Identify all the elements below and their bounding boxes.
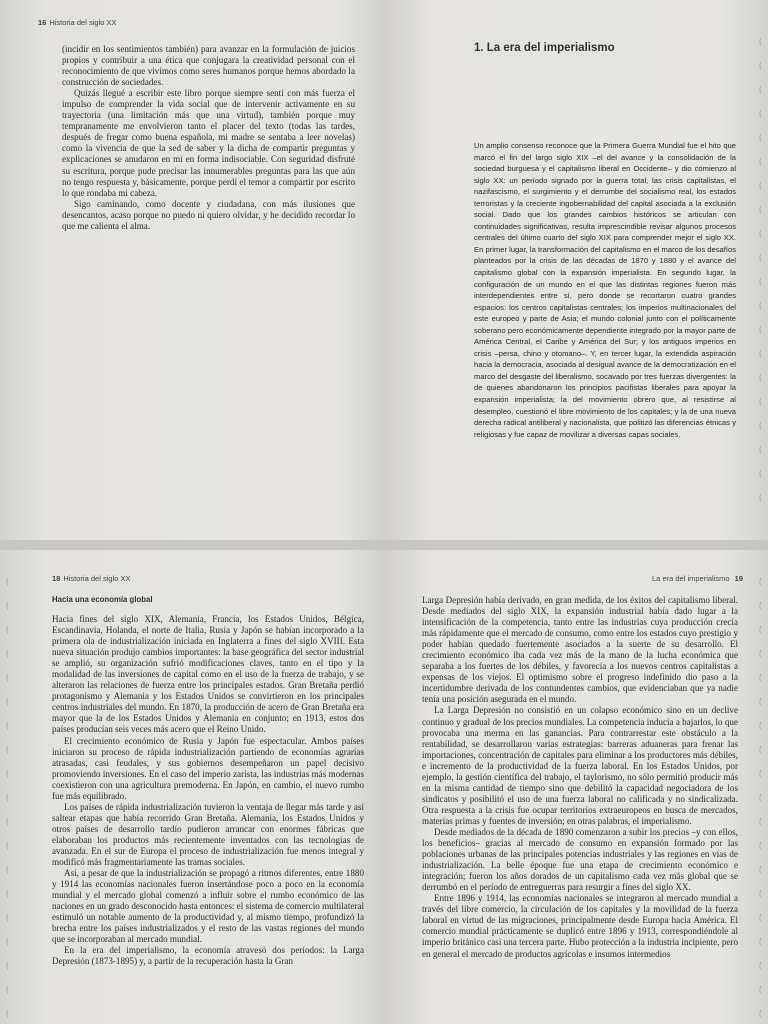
page-number: 16 — [38, 18, 47, 27]
paragraph: Hacia fines del siglo XIX, Alemania, Francia, los Estados Unidos, Bélgica, Escandinavia, Holanda, el norte de Italia, Rusia y Japón se habían incorporado a la primera ola de industrialización iniciada en Inglaterra a fines del siglo XVIII. Esta nueva situación produjo cambios importantes: la base geográfica del sector industrial se amplió, su organización sufrió modificaciones claves, tanto en el tipo y la modalidad de las inversiones de capital como en el uso de la fuerza de trabajo, y se alteraron las relaciones de fuerza entre los principales estados. Gran Bretaña perdió protagonismo y Alemania y los Estados Unidos se convirtieron en los principales centros industriales del mundo. En 1870, la producción de acero de Gran Bretaña era mayor que la de los Estados Unidos y Alemania en conjunto; en 1913, estos dos países producían seis veces más acero que el Reino Unido. — [52, 614, 364, 735]
page-18 — [0, 550, 384, 1024]
running-head — [38, 18, 116, 27]
chapter-intro — [474, 140, 736, 440]
running-head — [652, 574, 746, 583]
paragraph: Sigo caminando, como docente y ciudadana, con más ilusiones que desencantos, acaso porque no puedo ni quiero olvidar, y he decidido recordar lo que me calienta el alma. — [62, 198, 355, 231]
page-17 — [384, 0, 768, 540]
paragraph: Larga Depresión había derivado, en gran medida, de los éxitos del capitalismo liberal. Desde mediados del siglo XIX, la expansión industrial había dado lugar a la intensificación de la competencia, tanto entre las industrias cuya producción crecía más rápidamente que el mercado de consumo, como entre los estados cuyo prestigio y poder habían quedado fuertemente asociados a la suerte de su desarrollo. El crecimiento económico iba cada vez más de la mano de la lucha económica que separaba a los fuertes de los débiles, y favorecía a los nuevos centros capitalistas a expensas de los viejos. El optimismo sobre el progreso indefinido dio paso a la incertidumbre derivada de los contundentes cambios, que evidenciaban que ya nadie tenía una posición asegurada en el mundo. — [422, 595, 738, 705]
paragraph: En la era del imperialismo, la economía atravesó dos períodos: la Larga Depresión (1873-1895) y, a partir de la recuperación hasta la Gran — [52, 945, 364, 967]
section-heading: Hacia una economía global — [52, 595, 153, 604]
paragraph: Desde mediados de la década de 1890 comenzaron a subir los precios –y con ellos, los beneficios– gracias al mercado de consumo en expansión formado por las poblaciones urbanas de las principales potencias industriales y las regiones en vías de industrialización. La belle époque fue una etapa de crecimiento económico e integración; fueron los años dorados de un capitalismo cada vez más global que se derrumbó en el período de entreguerras para resurgir a fines del siglo XX. — [422, 826, 738, 893]
page-18-body — [52, 614, 364, 968]
page-19-body — [422, 595, 738, 960]
paragraph: Un amplio consenso reconoce que la Primera Guerra Mundial fue el hito que marcó el fin del largo siglo XIX –el del avance y la consolidación de la sociedad burguesa y el capitalismo liberal en Occidente– y dio comienzo al siglo XX: un período signado por la guerra total, las crisis capitalistas, el nazifascismo, el surgimiento y el derrumbe del socialismo real, los estados terroristas y la creciente ingobernabilidad del capital asociada a la exclusión social. Dado que los grandes cambios históricos se articulan con continuidades significativas, resulta imprescindible revisar algunos procesos centrales del último cuarto del siglo XIX para comprender mejor el siglo XX. En primer lugar, la transformación del capitalismo en el marco de los desafíos planteados por la crisis de las décadas de 1870 y 1880 y el avance del capitalismo global con la expansión imperialista. En segundo lugar, la configuración de un mundo en el que las distintas regiones fueron más interdependientes entre sí, pero donde se recortaron cuatro grandes espacios: los centros capitalistas centrales; los imperios multinacionales del este europeo y parte de Asia; el mundo colonial junto con el políticamente soberano pero económicamente dependiente integrado por la mayor parte de América Central, el Caribe y América del Sur; y los antiguos imperios en crisis –persa, chino y otomano–. Y, en tercer lugar, la extendida aspiración hacia la democracia, asociada al desigual avance de la democratización en el marco del desgaste del liberalismo, socavado por tres fuerzas divergentes: la de quienes abandonaron los principios pacifistas liberales para apoyar la expansión imperialista; la del movimiento obrero que, al resistirse al desempleo, cuestionó el libre movimiento de los capitales; y la de una nueva derecha radical antiliberal y nacionalista, que politizó las diferencias étnicas y religiosas y fue capaz de movilizar a diversas capas sociales. — [474, 141, 736, 439]
page-edge-texture: ( ( ( ( ( ( ( ( ( ( ( ( ( ( ( ( ( ( ( — [759, 577, 762, 1018]
book-title: Historia del siglo XX — [49, 18, 117, 27]
paragraph: Así, a pesar de que la industrialización se propagó a ritmos diferentes, entre 1880 y 1914 las economías nacionales fueron insertándose poco a poco en la economía mundial y el mercado global comenzó a influir sobre el rumbo económico de las naciones en un grado desconocido hasta entonces: el sistema de comercio multilateral estimuló un notable aumento de la productividad y, al mismo tiempo, profundizó la brecha entre los países industrializados y el resto de las vastas regiones del mundo que se incorporaban al mercado mundial. — [52, 868, 364, 945]
paragraph: Entre 1896 y 1914, las economías nacionales se integraron al mercado mundial a través del libre comercio, la circulación de los capitales y la movilidad de la fuerza laboral en virtud de las migraciones, principalmente desde Europa hacia América. El comercio mundial prácticamente se duplicó entre 1896 y 1913, correspondiéndole al imperio británico casi una tercera parte. Hubo protección a la industria incipiente, pero en general el mercado de productos agrícolas e insumos intermedios — [422, 893, 738, 959]
chapter-name: La era del imperialismo — [652, 574, 730, 583]
page-16-body — [62, 44, 355, 232]
bottom-page-spread — [0, 550, 768, 1024]
paragraph: (incidir en los sentimientos también) para avanzar en la formulación de juicios propios y contribuir a una ética que conjugara la creatividad personal con el reconocimiento de que vivimos como seres humanos porque hemos abordado la construcción de sociedades. — [62, 44, 355, 88]
paragraph: La Larga Depresión no consistió en un colapso económico sino en un declive continuo y gradual de los precios mundiales. La competencia inducía a bajarlos, lo que provocaba una merma en las ganancias. Para contrarrestar este obstáculo a la rentabilidad, se desarrollaron varias estrategias: barreras aduaneras para frenar las importaciones, concentración de capitales para eliminar a los productores más débiles, e incremento de la productividad de la fuerza laboral. En los Estados Unidos, por ejemplo, la gestión científica del trabajo, el taylorismo, no sólo permitió producir más en la misma cantidad de tiempo sino que debilitó la capacidad negociadora de los sindicatos y posibilitó el uso de una fuerza laboral no calificada y no sindicalizada. Otra respuesta a la crisis fue ocupar territorios extraeuropeos en busca de mercados, materias primas y fuentes de inversión; en otras palabras, el imperialismo. — [422, 705, 738, 826]
page-19 — [384, 550, 768, 1024]
page-edge-texture: ( ( ( ( ( ( ( ( ( ( ( ( ( ( ( ( ( ( ( — [6, 577, 9, 1018]
paragraph: El crecimiento económico de Rusia y Japón fue espectacular. Ambos países iniciaron su proceso de rápida industrialización partiendo de economías agrarias atrasadas, casi feudales, y sus gobiernos desempeñaron un papel decisivo promoviendo inversiones. En el caso del imperio zarista, las industrias más modernas coexistieron con una agricultura premoderna. En Japón, en cambio, el nuevo rumbo fue más equilibrado. — [52, 735, 364, 801]
page-edge-texture: ( ( ( ( ( ( ( ( ( ( ( ( ( ( ( ( ( ( ( ( — [759, 37, 762, 502]
running-head — [52, 574, 130, 583]
page-number: 18 — [52, 574, 61, 583]
paragraph: Los países de rápida industrialización tuvieron la ventaja de llegar más tarde y así saltear etapas que había recorrido Gran Bretaña. Alemania, los Estados Unidos y otros países de desarrollo tardío pudieron arrancar con enormes fábricas que elaboraban los productos más recientemente inventados con las tecnologías de avanzada. En el sur de Europa el proceso de industrialización fue menos integral y modificó más fragmentariamente las tramas sociales. — [52, 801, 364, 868]
spread-divider — [0, 540, 768, 550]
page-16 — [0, 0, 384, 540]
book-title: Historia del siglo XX — [63, 574, 131, 583]
page-number: 19 — [734, 574, 743, 583]
paragraph: Quizás llegué a escribir este libro porque siempre sentí con más fuerza el impulso de comprender la vida social que de intervenir activamente en su trayectoria (una limitación más que una virtud), también porque muy tempranamente me envolvieron tanto el placer del texto (todas las tardes, después de fregar como buena española, mi madre se sentaba a leer novelas) como la vivencia de que la sed de saber y la dicha de compartir preguntas y explicaciones se anudaron en mí en forma indisociable. Con seguridad disfruté su escritura, porque pude precisar las innumerables preguntas para las que aún no tengo respuesta y, básicamente, porque perdí el temor a compartir por escrito lo que rondaba mi cabeza. — [62, 88, 355, 198]
chapter-title: 1. La era del imperialismo — [474, 42, 615, 54]
